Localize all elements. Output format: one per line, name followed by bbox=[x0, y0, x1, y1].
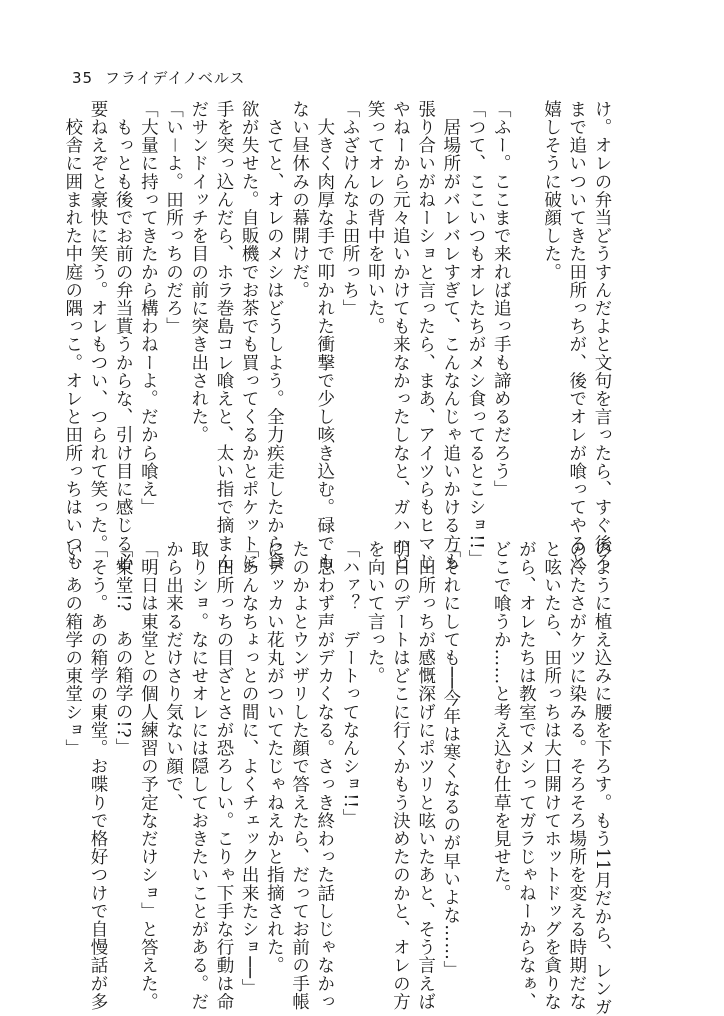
text-line: から出来るだけさり気ない顔で、 bbox=[163, 540, 184, 812]
text-line: どこで喰うか……と考え込む仕草を見せた。 bbox=[491, 540, 512, 902]
text-line: い、あの箱学の東堂ショ」 bbox=[62, 540, 83, 758]
text-line: 欲が失せた。自販機でお茶でも買ってくるかとポケットに bbox=[239, 100, 260, 571]
text-column-bottom bbox=[60, 540, 614, 1016]
book-title: フライデイノベルス bbox=[104, 69, 246, 87]
text-line: 「大量に持ってきたから構わねーよ。だから喰え」 bbox=[138, 100, 159, 517]
text-line: と呟いたら、田所っちは大口開けてホットドッグを貪りな bbox=[541, 540, 562, 1011]
text-column-top bbox=[60, 100, 614, 571]
text-line: もっとも後でお前の弁当貰うからな、引け目に感じる必 bbox=[113, 100, 134, 571]
text-line: 思わず声がデカくなる。さっき終わった話しじゃなかっ bbox=[314, 540, 335, 1011]
text-line: 「ふー。ここまで来れば追っ手も諦めるだろう」 bbox=[491, 100, 512, 499]
text-line: け。オレの弁当どうすんだよと文句を言ったら、すぐ後ろ bbox=[592, 100, 612, 571]
text-line: 要ねえぞと豪快に笑う。オレもつい、つられて笑った。 bbox=[87, 100, 108, 553]
text-line: 田所っちが感慨深げにポツリと呟いたあと、そう言えば bbox=[415, 540, 436, 1011]
text-line: まで追いついてきた田所っちが、後でオレが喰ってやると bbox=[566, 100, 587, 571]
text-line: 「東堂!? あの箱学の!?」 bbox=[113, 540, 134, 757]
text-line: 田所っちの目ざとさが恐ろしい。こりゃ下手な行動は命 bbox=[213, 540, 234, 1011]
text-line: 張り合いがねーショと言ったら、まあ、アイツらもヒマじ bbox=[415, 100, 436, 571]
text-line: 「それにしても──今年は寒くなるのが早いよな……」 bbox=[440, 540, 461, 979]
text-line: 「あんなちょっとの間に、よくチェック出来たショ──」 bbox=[239, 540, 260, 997]
text-line: 嬉しそうに破顔した。 bbox=[541, 100, 562, 281]
text-line bbox=[513, 100, 538, 500]
text-line: 取りショ。なにせオレには隠しておきたいことがある。だ bbox=[188, 540, 209, 1011]
text-line bbox=[463, 540, 488, 940]
text-line: 「ふざけんなよ田所っち」 bbox=[339, 100, 360, 318]
text-line: ない昼休みの幕開けだ。 bbox=[289, 100, 310, 300]
text-line: たのかよとウンザリした顔で答えたら、だってお前の手帳 bbox=[289, 540, 310, 1011]
text-line: 「ハァ？ デートってなんショ!!」 bbox=[339, 540, 360, 827]
text-line: のように植え込みに腰を下ろす。もう11月だから、レンガ bbox=[592, 540, 612, 1016]
text-line: やねーから元々追いかけても来なかったしなと、ガハハと bbox=[390, 100, 411, 571]
text-line: の冷たさがケツに染みる。そろそろ場所を変える時期だな bbox=[566, 540, 587, 1011]
text-line: 居場所がバレバレすぎて、こんなんじゃ追いかける方も bbox=[440, 100, 461, 571]
text-line: 明日のデートはどこに行くかもう決めたのかと、オレの方 bbox=[390, 540, 411, 1011]
text-line: さてと、オレのメシはどうしよう。全力疾走したから食 bbox=[264, 100, 285, 571]
page-header bbox=[72, 67, 251, 88]
text-line: 笑ってオレの背中を叩いた。 bbox=[365, 100, 386, 336]
text-line: 「そう。あの箱学の東堂。お喋りで格好つけで自慢話が多 bbox=[87, 540, 108, 1011]
text-line: を向いて言った。 bbox=[365, 540, 386, 685]
text-line: 「明日は東堂との個人練習の予定なだけショ」と答えた。 bbox=[138, 540, 159, 1011]
page-number: 35 bbox=[72, 69, 94, 87]
text-line: にデッカい花丸がついてたじゃねえかと指摘された。 bbox=[264, 540, 285, 975]
text-line: だサンドイッチを目の前に突き出された。 bbox=[188, 100, 209, 444]
text-line: 大きく肉厚な手で叩かれた衝撃で少し咳き込む。碌でも bbox=[314, 100, 335, 571]
text-line: がら、オレたちは教室でメシってガラじゃねーからなぁ、 bbox=[516, 540, 537, 1011]
text-line: 「つて、ここいつもオレたちがメシ食ってるとこショ!!」 bbox=[465, 100, 486, 568]
text-line: 手を突っ込んだら、ホラ巻島コレ喰えと、太い指で摘まん bbox=[213, 100, 234, 571]
text-line: 「い－よ。田所っちのだろ」 bbox=[163, 100, 184, 336]
text-line: 校舎に囲まれた中庭の隅っこ。オレと田所っちはいつも bbox=[62, 100, 83, 571]
